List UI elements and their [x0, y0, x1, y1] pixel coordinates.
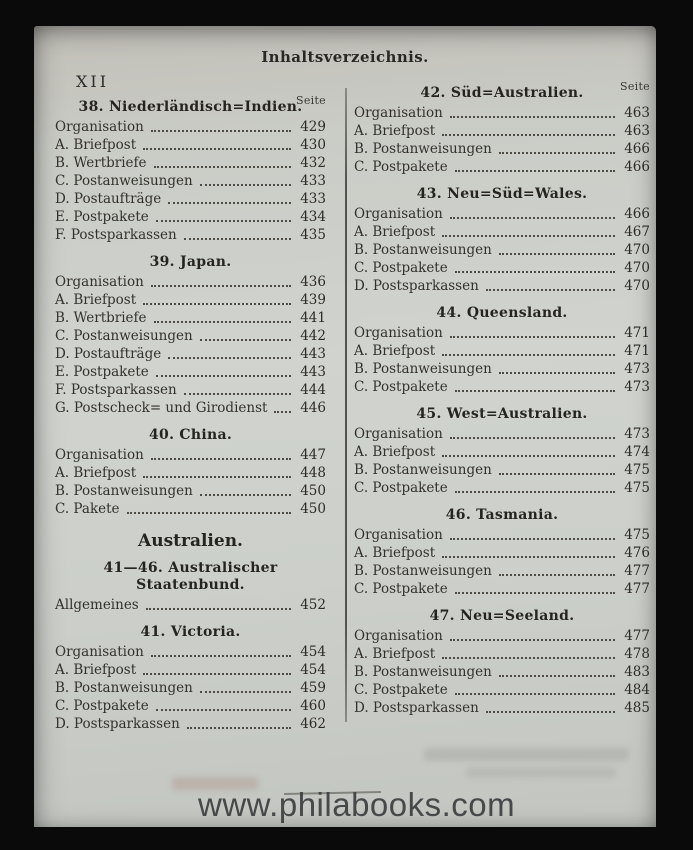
toc-entry-page: 459	[300, 680, 326, 696]
dot-leader	[442, 134, 615, 136]
toc-entry	[354, 123, 650, 141]
toc-entry-page: 473	[624, 361, 650, 377]
toc-entry-label: B. Postanweisungen	[55, 680, 193, 696]
toc-entry-page: 485	[624, 700, 650, 716]
toc-entry-label: Organisation	[55, 644, 144, 660]
toc-left-column	[55, 86, 326, 734]
dot-leader	[151, 130, 291, 132]
dot-leader	[143, 303, 291, 305]
toc-entry-label: A. Briefpost	[354, 343, 436, 359]
toc-section-australien	[55, 531, 326, 615]
dot-leader	[442, 235, 615, 237]
toc-entry	[354, 563, 650, 581]
toc-entry	[55, 364, 326, 382]
seite-column-label: Seite	[296, 94, 326, 107]
toc-entry-page: 452	[300, 597, 326, 613]
toc-entry	[55, 209, 326, 227]
toc-entry-label: B. Postanweisungen	[55, 483, 193, 499]
toc-entry-label: Organisation	[354, 105, 443, 121]
toc-entry-label: C. Postpakete	[354, 159, 448, 175]
toc-entry-label: F. Postsparkassen	[55, 227, 177, 243]
toc-entry-label: Organisation	[55, 274, 144, 290]
toc-entry-label: C. Postpakete	[354, 682, 448, 698]
toc-entry	[55, 292, 326, 310]
toc-entry	[55, 662, 326, 680]
dot-leader	[450, 336, 615, 338]
dot-leader	[455, 592, 615, 594]
toc-entry	[55, 644, 326, 662]
section-title: 44. Queensland.	[436, 305, 568, 321]
toc-entry	[55, 501, 326, 519]
toc-entry	[55, 716, 326, 734]
toc-entry-page: 443	[300, 364, 326, 380]
toc-entry-label: C. Postpakete	[354, 260, 448, 276]
dot-leader	[442, 657, 615, 659]
toc-entry-label: E. Postpakete	[55, 364, 149, 380]
dot-leader	[499, 675, 615, 677]
toc-entry-page: 432	[300, 155, 326, 171]
toc-entry-page: 476	[624, 545, 650, 561]
toc-entry	[354, 545, 650, 563]
toc-entry-label: B. Postanweisungen	[354, 664, 492, 680]
toc-entry	[354, 242, 650, 260]
toc-entry	[354, 206, 650, 224]
toc-entry-label: A. Briefpost	[354, 123, 436, 139]
toc-entry-label: C. Postpakete	[354, 379, 448, 395]
toc-entry-page: 470	[624, 260, 650, 276]
dot-leader	[499, 473, 615, 475]
seite-column-label: Seite	[620, 80, 650, 93]
toc-entry-page: 471	[624, 325, 650, 341]
toc-entry	[354, 141, 650, 159]
toc-entry-page: 471	[624, 343, 650, 359]
dot-leader	[200, 339, 291, 341]
toc-section-39	[55, 254, 326, 418]
toc-entry-page: 463	[624, 105, 650, 121]
toc-entry	[55, 173, 326, 191]
dot-leader	[168, 202, 291, 204]
toc-entry-label: B. Postanweisungen	[354, 242, 492, 258]
dot-leader	[154, 321, 291, 323]
dot-leader	[154, 166, 291, 168]
toc-entry	[55, 382, 326, 400]
toc-entry-label: B. Wertbriefe	[55, 310, 147, 326]
toc-section-40	[55, 427, 326, 519]
dot-leader	[151, 655, 291, 657]
dot-leader	[143, 476, 291, 478]
section-title: 45. West=Australien.	[416, 406, 588, 422]
toc-entry	[55, 227, 326, 245]
folio-number: XII	[76, 72, 110, 91]
toc-right-column	[354, 70, 650, 718]
toc-entry	[354, 700, 650, 718]
toc-entry-label: D. Postaufträge	[55, 191, 162, 207]
toc-entry-page: 439	[300, 292, 326, 308]
toc-entry	[55, 483, 326, 501]
section-title: 41—46. Australischer Staatenbund.	[103, 560, 278, 593]
toc-entry	[354, 105, 650, 123]
toc-section-47	[354, 608, 650, 718]
toc-entry-page: 484	[624, 682, 650, 698]
dot-leader	[274, 411, 291, 413]
toc-entry-label: A. Briefpost	[354, 224, 436, 240]
dot-leader	[143, 673, 291, 675]
toc-entry-page: 441	[300, 310, 326, 326]
toc-entry-page: 430	[300, 137, 326, 153]
toc-entry-page: 433	[300, 191, 326, 207]
toc-entry-page: 454	[300, 662, 326, 678]
toc-entry-label: Organisation	[354, 527, 443, 543]
toc-entry-label: C. Postanweisungen	[55, 328, 193, 344]
toc-entry	[354, 480, 650, 498]
toc-entry	[354, 628, 650, 646]
toc-entry	[354, 224, 650, 242]
dot-leader	[499, 372, 615, 374]
toc-entry	[354, 581, 650, 599]
toc-entry-label: A. Briefpost	[55, 465, 137, 481]
toc-entry-label: A. Briefpost	[354, 646, 436, 662]
toc-entry	[55, 597, 326, 615]
toc-entry-label: Allgemeines	[55, 597, 139, 613]
toc-section-41	[55, 624, 326, 734]
toc-entry-page: 443	[300, 346, 326, 362]
toc-entry	[354, 444, 650, 462]
toc-entry-page: 477	[624, 563, 650, 579]
showthrough-smudge	[466, 767, 616, 778]
toc-entry-page: 433	[300, 173, 326, 189]
toc-section-38	[55, 94, 326, 245]
toc-entry	[354, 682, 650, 700]
section-title: 40. China.	[149, 427, 232, 443]
toc-entry-label: Organisation	[354, 325, 443, 341]
toc-section-46	[354, 507, 650, 599]
toc-entry-page: 470	[624, 278, 650, 294]
toc-entry	[354, 159, 650, 177]
dot-leader	[455, 491, 615, 493]
toc-entry	[55, 447, 326, 465]
dot-leader	[200, 494, 291, 496]
toc-entry	[55, 328, 326, 346]
toc-entry	[55, 346, 326, 364]
toc-entry-label: A. Briefpost	[55, 662, 137, 678]
toc-entry	[55, 155, 326, 173]
toc-entry-page: 436	[300, 274, 326, 290]
toc-entry	[55, 119, 326, 137]
toc-entry	[55, 680, 326, 698]
dot-leader	[486, 289, 615, 291]
dot-leader	[151, 285, 291, 287]
toc-entry-label: C. Postpakete	[354, 480, 448, 496]
toc-entry-label: Organisation	[354, 426, 443, 442]
section-title: 46. Tasmania.	[445, 507, 559, 523]
section-title: 39. Japan.	[149, 254, 232, 270]
dot-leader	[143, 148, 291, 150]
toc-entry-label: D. Postaufträge	[55, 346, 162, 362]
column-divider-rule	[345, 88, 347, 722]
toc-entry-page: 466	[624, 141, 650, 157]
toc-entry-label: B. Postanweisungen	[354, 563, 492, 579]
dot-leader	[184, 238, 291, 240]
dot-leader	[499, 253, 615, 255]
toc-entry	[354, 278, 650, 296]
toc-entry	[55, 698, 326, 716]
section-title: 43. Neu=Süd=Wales.	[416, 186, 588, 202]
toc-entry-label: Organisation	[354, 206, 443, 222]
toc-entry-page: 429	[300, 119, 326, 135]
dot-leader	[450, 437, 615, 439]
section-title: 41. Victoria.	[140, 624, 241, 640]
toc-entry-page: 473	[624, 379, 650, 395]
toc-entry	[354, 462, 650, 480]
toc-entry-page: 447	[300, 447, 326, 463]
dot-leader	[455, 390, 615, 392]
toc-entry-label: B. Postanweisungen	[354, 462, 492, 478]
toc-entry-label: B. Wertbriefe	[55, 155, 147, 171]
dot-leader	[156, 220, 291, 222]
dot-leader	[156, 375, 291, 377]
toc-entry	[55, 465, 326, 483]
toc-entry-label: Organisation	[55, 447, 144, 463]
toc-entry	[354, 379, 650, 397]
toc-entry-page: 462	[300, 716, 326, 732]
toc-entry-page: 475	[624, 527, 650, 543]
toc-entry	[354, 646, 650, 664]
toc-entry-label: A. Briefpost	[55, 292, 137, 308]
toc-entry-page: 483	[624, 664, 650, 680]
section-title: 42. Süd=Australien. Seite	[420, 80, 650, 101]
toc-entry-page: 478	[624, 646, 650, 662]
toc-section-44	[354, 305, 650, 397]
dot-leader	[450, 116, 615, 118]
toc-entry-page: 442	[300, 328, 326, 344]
toc-entry-page: 477	[624, 581, 650, 597]
toc-entry	[354, 664, 650, 682]
toc-entry	[55, 310, 326, 328]
watermark-text: www.philabooks.com	[198, 786, 516, 823]
toc-entry	[354, 343, 650, 361]
toc-entry	[354, 325, 650, 343]
toc-entry-label: B. Postanweisungen	[354, 141, 492, 157]
toc-entry-label: E. Postpakete	[55, 209, 149, 225]
dot-leader	[450, 217, 615, 219]
toc-entry-label: C. Postpakete	[55, 698, 149, 714]
section-title: 47. Neu=Seeland.	[429, 608, 575, 624]
book-page	[34, 26, 656, 827]
dot-leader	[486, 711, 615, 713]
toc-entry-page: 454	[300, 644, 326, 660]
toc-entry	[354, 426, 650, 444]
toc-entry-page: 474	[624, 444, 650, 460]
dot-leader	[442, 455, 615, 457]
dot-leader	[499, 152, 615, 154]
dot-leader	[455, 271, 615, 273]
dot-leader	[442, 354, 615, 356]
page-title: Inhaltsverzeichnis.	[261, 48, 429, 66]
toc-entry-label: A. Briefpost	[55, 137, 137, 153]
toc-entry-label: C. Postpakete	[354, 581, 448, 597]
toc-section-42	[354, 80, 650, 177]
toc-section-43	[354, 186, 650, 296]
toc-entry-label: Organisation	[354, 628, 443, 644]
dot-leader	[450, 639, 615, 641]
dot-leader	[450, 538, 615, 540]
group-title: Australien.	[138, 531, 243, 551]
dot-leader	[455, 170, 615, 172]
toc-entry	[55, 137, 326, 155]
dot-leader	[187, 727, 291, 729]
toc-entry	[354, 361, 650, 379]
dot-leader	[146, 608, 291, 610]
dot-leader	[200, 184, 291, 186]
toc-entry-page: 470	[624, 242, 650, 258]
toc-section-45	[354, 406, 650, 498]
toc-entry-label: C. Pakete	[55, 501, 120, 517]
toc-entry-page: 475	[624, 480, 650, 496]
toc-entry-page: 477	[624, 628, 650, 644]
toc-entry-label: B. Postanweisungen	[354, 361, 492, 377]
toc-entry-page: 466	[624, 206, 650, 222]
toc-entry	[354, 527, 650, 545]
toc-entry-page: 444	[300, 382, 326, 398]
toc-entry-label: D. Postsparkassen	[55, 716, 180, 732]
dot-leader	[168, 357, 291, 359]
dot-leader	[200, 691, 291, 693]
toc-entry-page: 467	[624, 224, 650, 240]
toc-entry-page: 446	[300, 400, 326, 416]
toc-entry-page: 475	[624, 462, 650, 478]
toc-entry-page: 434	[300, 209, 326, 225]
dot-leader	[151, 458, 291, 460]
toc-entry-label: D. Postsparkassen	[354, 278, 479, 294]
toc-entry-page: 466	[624, 159, 650, 175]
toc-entry-label: A. Briefpost	[354, 545, 436, 561]
toc-entry-label: Organisation	[55, 119, 144, 135]
toc-entry-page: 450	[300, 501, 326, 517]
dot-leader	[499, 574, 615, 576]
showthrough-smudge	[424, 748, 629, 761]
toc-entry-page: 450	[300, 483, 326, 499]
dot-leader	[127, 512, 291, 514]
toc-entry-page: 435	[300, 227, 326, 243]
toc-entry	[55, 274, 326, 292]
dot-leader	[442, 556, 615, 558]
toc-entry-page: 460	[300, 698, 326, 714]
toc-entry-label: A. Briefpost	[354, 444, 436, 460]
section-title: 38. Niederländisch=Indien. Seite	[78, 94, 326, 115]
toc-entry	[55, 400, 326, 418]
toc-entry	[354, 260, 650, 278]
toc-entry-label: C. Postanweisungen	[55, 173, 193, 189]
toc-entry-page: 473	[624, 426, 650, 442]
toc-entry-label: F. Postsparkassen	[55, 382, 177, 398]
toc-entry-label: G. Postscheck= und Girodienst	[55, 400, 268, 416]
dot-leader	[156, 709, 291, 711]
toc-entry-page: 463	[624, 123, 650, 139]
toc-entry	[55, 191, 326, 209]
toc-entry-page: 448	[300, 465, 326, 481]
toc-entry-label: D. Postsparkassen	[354, 700, 479, 716]
dot-leader	[184, 393, 291, 395]
dot-leader	[455, 693, 615, 695]
